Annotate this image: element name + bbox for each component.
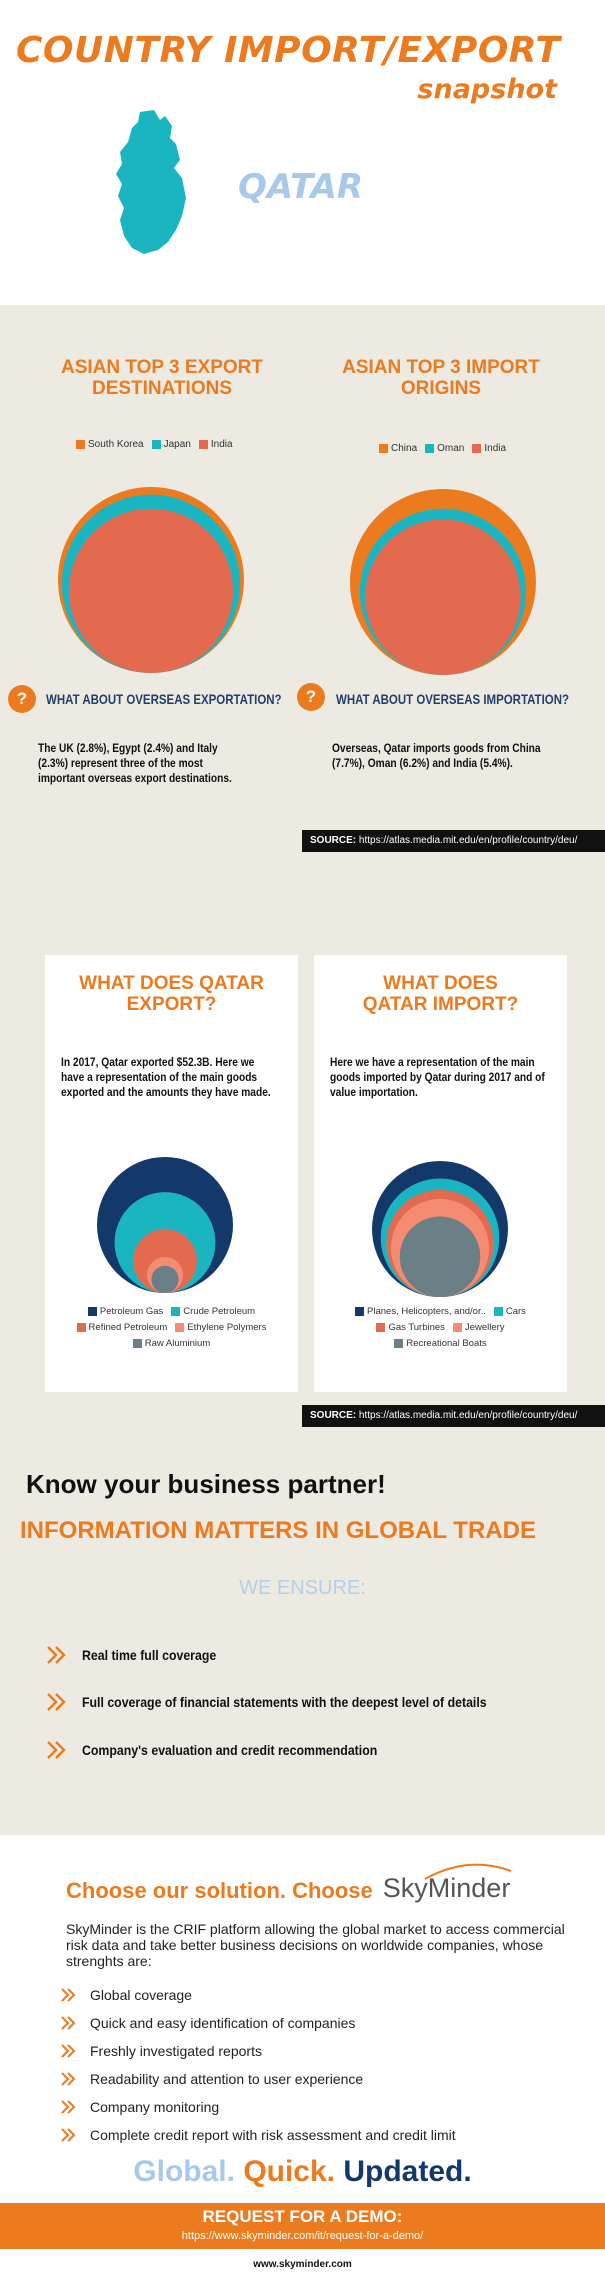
- legend-swatch: [494, 1307, 503, 1316]
- source-label: SOURCE:: [310, 1410, 357, 1421]
- legend-item: [472, 443, 506, 454]
- strength-item: [60, 2043, 262, 2059]
- legend-item: [376, 1322, 445, 1333]
- we-ensure-title: WE ENSURE:: [239, 1577, 366, 1599]
- ensure-item: [46, 1740, 418, 1760]
- chevron-right-icon: [60, 1987, 78, 2003]
- strength-text: Freshly investigated reports: [90, 2043, 262, 2059]
- chevron-right-icon: [46, 1645, 68, 1665]
- legend-label: China: [391, 443, 418, 454]
- export-goods-legend: [45, 1306, 298, 1354]
- brand-name: SkyMinder: [382, 1873, 511, 1903]
- legend-item: [453, 1322, 505, 1333]
- request-demo-title: REQUEST FOR A DEMO:: [202, 2207, 403, 2226]
- strength-item: [60, 2071, 363, 2087]
- import-legend: [379, 443, 506, 454]
- legend-row: [314, 1338, 567, 1349]
- chevron-right-icon: [46, 1692, 68, 1712]
- legend-item: [355, 1306, 486, 1317]
- request-demo-link[interactable]: https://www.skyminder.com/it/request-for-a-demo/: [181, 2230, 424, 2242]
- legend-row: [45, 1338, 298, 1349]
- legend-item: [152, 439, 191, 450]
- legend-item: [88, 1306, 163, 1317]
- chevron-right-icon: [60, 2015, 78, 2031]
- top3-section: [0, 305, 605, 935]
- export-question: WHAT ABOUT OVERSEAS EXPORTATION?: [46, 691, 282, 707]
- country-name: QATAR: [238, 167, 364, 207]
- header-section: [0, 0, 605, 305]
- know-title: Know your business partner!: [26, 1469, 386, 1499]
- legend-row: [314, 1322, 567, 1333]
- legend-item: [199, 439, 233, 450]
- tagline-quick: Quick.: [243, 2155, 336, 2188]
- legend-label: Recreational Boats: [406, 1338, 487, 1349]
- legend-item: [171, 1306, 255, 1317]
- know-section: [0, 1435, 605, 1835]
- what-section: [0, 935, 605, 1435]
- legend-row: [314, 1306, 567, 1317]
- solution-intro: SkyMinder is the CRIF platform allowing the global market to access commercial risk data and take better business decisions on worldwide companies, whose strenghts are:: [66, 1921, 565, 1969]
- legend-item: [76, 439, 144, 450]
- source-label: SOURCE:: [310, 835, 357, 846]
- legend-label: Petroleum Gas: [99, 1306, 164, 1317]
- bubble-india: [365, 519, 521, 675]
- legend-item: [175, 1322, 266, 1333]
- import-title-line2: ORIGINS: [400, 378, 482, 399]
- legend-swatch: [379, 444, 388, 453]
- logo-arc-icon: [423, 1859, 513, 1881]
- legend-swatch: [76, 440, 85, 449]
- chevron-right-icon: [60, 2127, 78, 2143]
- export-card-body: In 2017, Qatar exported $52.3B. Here we have a representation of the main goods exported and the amounts they have made.: [61, 1055, 271, 1099]
- bubble-india: [69, 509, 233, 673]
- source-link[interactable]: https://atlas.media.mit.edu/en/profile/country/deu/: [358, 1410, 578, 1421]
- import-origins-title: [321, 357, 561, 399]
- import-origins-chart: [348, 487, 538, 677]
- legend-item: [494, 1306, 526, 1317]
- legend-swatch: [88, 1307, 97, 1316]
- import-card-title: [314, 973, 567, 1015]
- legend-item: [425, 443, 464, 454]
- chevron-right-icon: [46, 1740, 68, 1760]
- choose-text: Choose our solution. Choose: [66, 1878, 373, 1903]
- ensure-item: [46, 1692, 542, 1712]
- bubble-raw-aluminium: [151, 1266, 178, 1293]
- question-icon: ?: [297, 683, 325, 711]
- qatar-map-icon: [110, 108, 200, 258]
- export-card-title-line2: EXPORT?: [126, 994, 217, 1015]
- export-title-line1: ASIAN TOP 3 EXPORT: [60, 357, 263, 378]
- legend-swatch: [394, 1339, 403, 1348]
- export-card-title: [45, 973, 298, 1015]
- legend-item: [77, 1322, 168, 1333]
- legend-row: [45, 1306, 298, 1317]
- export-destinations-title: [42, 357, 282, 399]
- chevron-right-icon: [60, 2043, 78, 2059]
- legend-swatch: [453, 1323, 462, 1332]
- strength-text: Company monitoring: [90, 2099, 220, 2115]
- legend-label: Oman: [437, 443, 465, 454]
- legend-swatch: [133, 1339, 142, 1348]
- website-link[interactable]: www.skyminder.com: [253, 2259, 352, 2270]
- ensure-item: [46, 1645, 235, 1665]
- strength-item: [60, 2127, 456, 2143]
- legend-swatch: [355, 1307, 364, 1316]
- strength-text: Readability and attention to user experience: [90, 2071, 364, 2087]
- strength-item: [60, 2015, 355, 2031]
- export-card-title-line1: WHAT DOES QATAR: [79, 973, 264, 994]
- export-goods-chart: [95, 1155, 235, 1295]
- tagline: [0, 2155, 605, 2189]
- request-demo-banner[interactable]: [0, 2203, 605, 2249]
- legend-item: [133, 1338, 210, 1349]
- legend-item: [394, 1338, 486, 1349]
- import-card-body: Here we have a representation of the main goods imported by Qatar during 2017 and of value importation.: [330, 1055, 545, 1099]
- strength-item: [60, 2099, 219, 2115]
- import-card-title-line1: WHAT DOES: [383, 973, 498, 994]
- legend-swatch: [376, 1323, 385, 1332]
- legend-label: Ethylene Polymers: [187, 1322, 267, 1333]
- legend-label: Cars: [505, 1306, 526, 1317]
- legend-label: Jewellery: [464, 1322, 505, 1333]
- chevron-right-icon: [60, 2099, 78, 2115]
- bubble-recreational-boats: [400, 1217, 480, 1297]
- question-icon: ?: [8, 685, 36, 713]
- import-goods-chart: [370, 1159, 510, 1299]
- choose-line: [66, 1873, 510, 1904]
- legend-swatch: [171, 1307, 180, 1316]
- legend-label: Gas Turbines: [388, 1322, 445, 1333]
- export-title-line2: DESTINATIONS: [91, 378, 233, 399]
- legend-label: Crude Petroleum: [183, 1306, 256, 1317]
- ensure-item-text: Full coverage of financial statements with the deepest level of details: [82, 1694, 487, 1710]
- legend-swatch: [175, 1323, 184, 1332]
- tagline-global: Global.: [133, 2155, 235, 2188]
- import-card: [314, 955, 567, 1392]
- skyminder-logo: [383, 1873, 511, 1904]
- info-matters-title: INFORMATION MATTERS IN GLOBAL TRADE: [20, 1517, 536, 1544]
- strength-text: Quick and easy identification of companies: [90, 2015, 356, 2031]
- ensure-item-text: Real time full coverage: [82, 1647, 217, 1663]
- sub-title: snapshot: [417, 74, 557, 105]
- export-destinations-chart: [56, 485, 246, 675]
- legend-swatch: [425, 444, 434, 453]
- import-question: WHAT ABOUT OVERSEAS IMPORTATION?: [336, 691, 569, 707]
- legend-label: India: [210, 439, 233, 450]
- legend-swatch: [199, 440, 208, 449]
- export-answer: The UK (2.8%), Egypt (2.4%) and Italy (2.3%) represent three of the most important overseas export destinations.: [38, 741, 232, 785]
- legend-label: Planes, Helicopters, and/or..: [367, 1306, 486, 1317]
- strength-item: [60, 1987, 192, 2003]
- legend-label: India: [484, 443, 507, 454]
- legend-label: South Korea: [88, 439, 144, 450]
- legend-swatch: [472, 444, 481, 453]
- source-bar: [302, 1405, 605, 1427]
- import-answer: Overseas, Qatar imports goods from China (7.7%), Oman (6.2%) and India (5.4%).: [332, 741, 541, 770]
- legend-label: Refined Petroleum: [88, 1322, 168, 1333]
- import-card-title-line2: QATAR IMPORT?: [362, 994, 519, 1015]
- legend-swatch: [152, 440, 161, 449]
- import-title-line1: ASIAN TOP 3 IMPORT: [342, 357, 540, 378]
- tagline-updated: Updated.: [343, 2155, 472, 2188]
- import-goods-legend: [314, 1306, 567, 1354]
- strength-text: Complete credit report with risk assessment and credit limit: [90, 2127, 456, 2143]
- legend-label: Japan: [163, 439, 191, 450]
- legend-item: [379, 443, 417, 454]
- legend-swatch: [77, 1323, 86, 1332]
- strength-text: Global coverage: [90, 1987, 192, 2003]
- export-card: [45, 955, 298, 1392]
- export-legend: [76, 439, 233, 450]
- source-link[interactable]: https://atlas.media.mit.edu/en/profile/country/deu/: [358, 835, 578, 846]
- legend-row: [45, 1322, 298, 1333]
- source-bar: [302, 830, 605, 852]
- solution-section: [0, 1835, 605, 2292]
- main-title: COUNTRY IMPORT/EXPORT: [16, 30, 561, 71]
- legend-label: Raw Aluminium: [144, 1338, 211, 1349]
- chevron-right-icon: [60, 2071, 78, 2087]
- ensure-item-text: Company's evaluation and credit recommendation: [82, 1742, 378, 1758]
